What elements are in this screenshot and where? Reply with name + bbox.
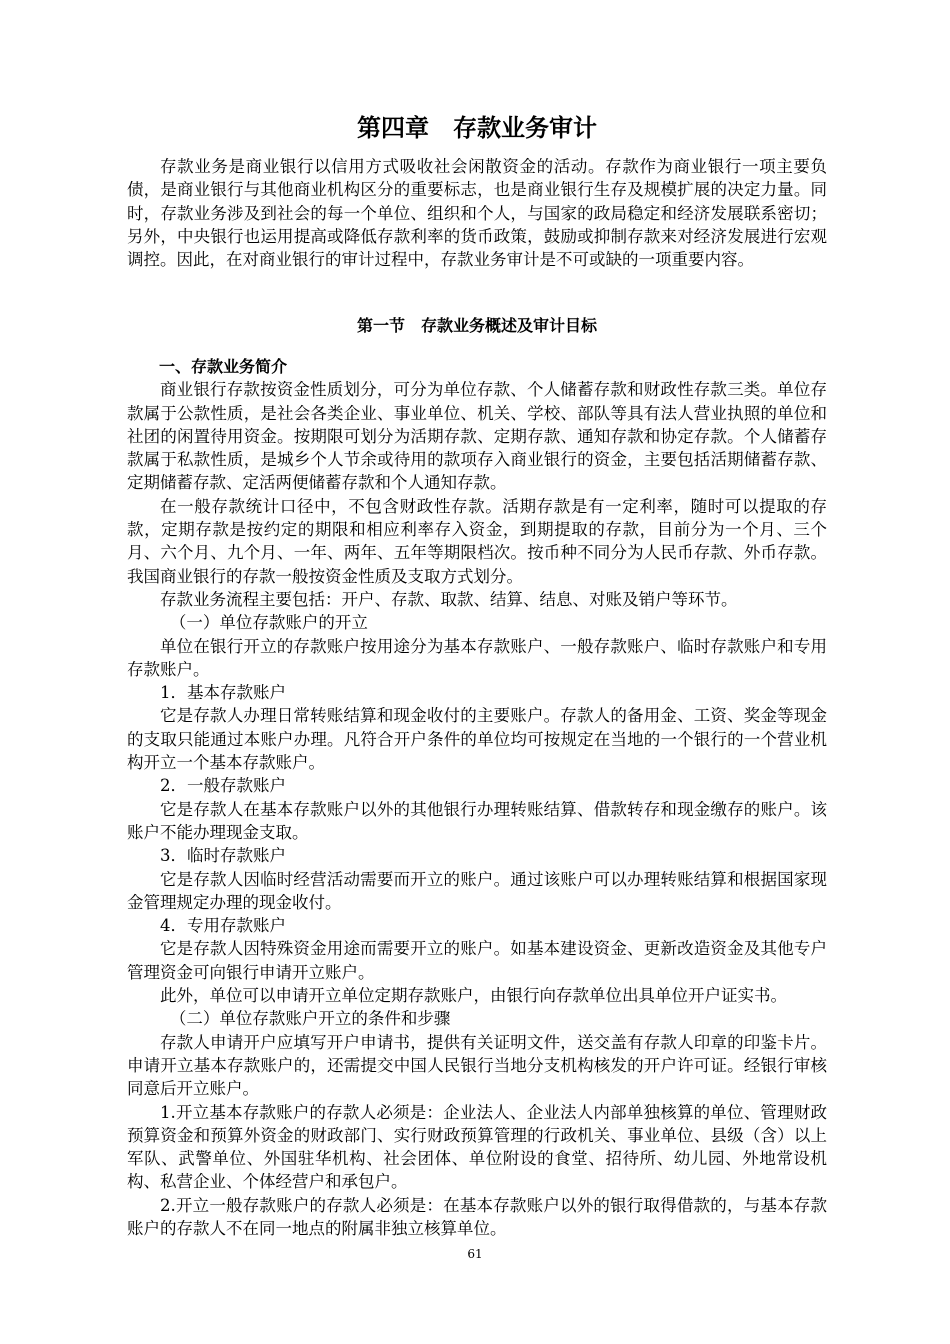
paragraph: 1.开立基本存款账户的存款人必须是：企业法人、企业法人内部单独核算的单位、管理财政预算资金和预算外资金的财政部门、实行财政预算管理的行政机关、事业单位、县级（含）以上军队、武警单位、外国驻华机构、社会团体、单位附设的食堂、招待所、幼儿园、外地常设机构、私营企业、个体经营户和承包户。	[127, 1102, 827, 1192]
paragraph: 单位在银行开立的存款账户按用途分为基本存款账户、一般存款账户、临时存款账户和专用存款账户。	[127, 636, 827, 679]
paragraph: 它是存款人因特殊资金用途而需要开立的账户。如基本建设资金、更新改造资金及其他专户管理资金可向银行申请开立账户。	[127, 939, 827, 982]
page-number: 61	[467, 1247, 483, 1261]
sub-heading: （一）单位存款账户的开立	[169, 613, 368, 633]
list-item-heading: 4．专用存款账户	[160, 916, 286, 936]
paragraph: 存款人申请开户应填写开户申请书，提供有关证明文件，送交盖有存款人印章的印鉴卡片。申请开立基本存款账户的，还需提交中国人民银行当地分支机构核发的开户许可证。经银行审核同意后开立账户。	[127, 1032, 827, 1099]
paragraph: 它是存款人在基本存款账户以外的其他银行办理转账结算、借款转存和现金缴存的账户。该账户不能办理现金支取。	[127, 799, 827, 842]
list-item-heading: 3．临时存款账户	[160, 846, 286, 866]
list-item-heading: 1．基本存款账户	[160, 683, 286, 703]
paragraph: 它是存款人办理日常转账结算和现金收付的主要账户。存款人的备用金、工资、奖金等现金的支取只能通过本账户办理。凡符合开户条件的单位均可按规定在当地的一个银行的一个营业机构开立一个基本存款账户。	[127, 706, 827, 773]
paragraph: 在一般存款统计口径中，不包含财政性存款。活期存款是有一定利率，随时可以提取的存款，定期存款是按约定的期限和相应利率存入资金，到期提取的存款，目前分为一个月、三个月、六个月、九个月、一年、两年、五年等期限档次。按币种不同分为人民币存款、外币存款。我国商业银行的存款一般按资金性质及支取方式划分。	[127, 496, 827, 586]
chapter-title: 第四章 存款业务审计	[357, 114, 597, 142]
chapter-intro	[127, 155, 827, 271]
paragraph: 存款业务流程主要包括：开户、存款、取款、结算、结息、对账及销户等环节。	[160, 589, 738, 609]
intro-paragraph: 存款业务是商业银行以信用方式吸收社会闲散资金的活动。存款作为商业银行一项主要负债，是商业银行与其他商业机构区分的重要标志，也是商业银行生存及规模扩展的决定力量。同时，存款业务涉及到社会的每一个单位、组织和个人，与国家的政局稳定和经济发展联系密切；另外，中央银行也运用提高或降低存款利率的货币政策，鼓励或抑制存款来对经济发展进行宏观调控。因此，在对商业银行的审计过程中，存款业务审计是不可或缺的一项重要内容。	[127, 157, 827, 270]
paragraph: 2.开立一般存款账户的存款人必须是：在基本存款账户以外的银行取得借款的，与基本存款账户的存款人不在同一地点的附属非独立核算单位。	[127, 1195, 827, 1238]
paragraph: 此外，单位可以申请开立单位定期存款账户，由银行向存款单位出具单位开户证实书。	[160, 986, 787, 1006]
sub-heading: （二）单位存款账户开立的条件和步骤	[169, 1009, 451, 1029]
paragraph: 它是存款人因临时经营活动需要而开立的账户。通过该账户可以办理转账结算和根据国家现金管理规定办理的现金收付。	[127, 869, 827, 912]
list-item-heading: 2．一般存款账户	[160, 776, 286, 796]
section-title: 第一节 存款业务概述及审计目标	[356, 316, 597, 335]
subheading: 一、存款业务简介	[159, 357, 288, 376]
paragraph: 商业银行存款按资金性质划分，可分为单位存款、个人储蓄存款和财政性存款三类。单位存款属于公款性质，是社会各类企业、事业单位、机关、学校、部队等具有法人营业执照的单位和社团的闲置待用资金。按期限可划分为活期存款、定期存款、通知存款和协定存款。个人储蓄存款属于私款性质，是城乡个人节余或待用的款项存入商业银行的资金，主要包括活期储蓄存款、定期储蓄存款、定活两便储蓄存款和个人通知存款。	[127, 380, 827, 493]
section-body	[127, 355, 827, 1240]
